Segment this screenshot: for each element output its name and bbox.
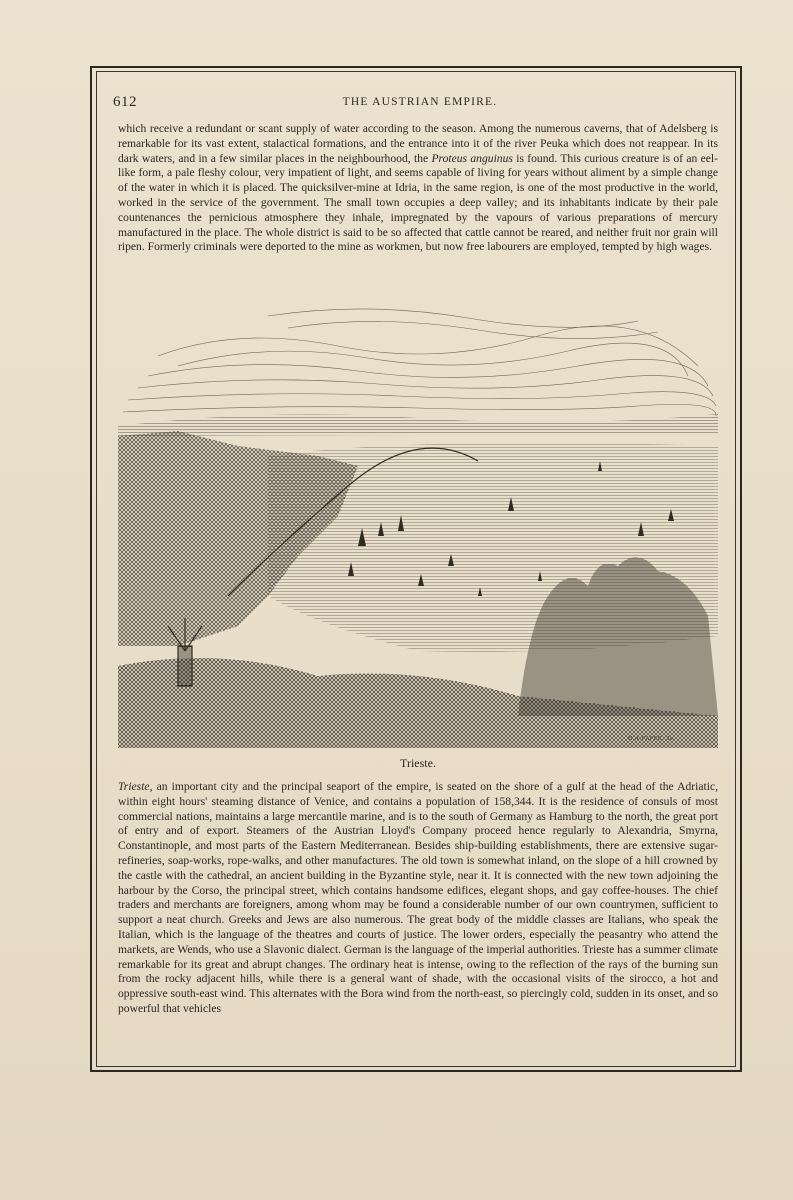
species-name: Proteus anguinus: [431, 151, 513, 165]
bottom-paragraph: [118, 780, 718, 1017]
distant-hills: [118, 414, 718, 436]
bottom-paragraph-text: , an important city and the principal seaport of the empire, is seated on the shore of a gulf at the head of the Adriatic, within eight hours' steaming distance of Venice, and contains a population of 158,344. It is the residence of consuls of most commercial nations, maintains a large mercantile marine, and is to the south of Germany as Hamburg to the north, the great port of entry and of export. Steamers of the Austrian Lloyd's Company proceed hence regularly to Alexandria, Smyrna, Constantinople, and most parts of the Eastern Mediterranean. Besides ship-building establishments, there are extensive sugar-refineries, soap-works, rope-walks, and other manufactures. The old town is somewhat inland, on the slope of a hill crowned by the castle with the cathedral, an ancient building in the Byzantine style, near it. It is connected with the new town adjoining the harbour by the Corso, the principal street, which contains handsome edifices, elegant shops, and gay coffee-houses. The chief traders and merchants are foreigners, among whom may be found a considerable number of our own countrymen, sufficient to support a neat church. Greeks and Jews are also numerous. The great body of the middle classes are Italians, who speak the Italian, which is the language of the theatres and courts of justice. The lower orders, especially the peasantry who attend the markets, are Wends, who use a Slavonic dialect. German is the language of the imperial authorities. Trieste has a summer climate remarkable for its great and abrupt changes. The ordinary heat is intense, owing to the reflection of the rays of the burning sun from the rocky adjacent hills, while there is a general want of shade, with the occasional visits of the sirocco, a hot and oppressive south-east wind. This alternates with the Bora wind from the north-east, so piercingly cold, sudden in its onset, and so powerful that vehicles: [118, 780, 718, 1015]
running-head: THE AUSTRIAN EMPIRE.: [342, 96, 498, 108]
trieste-engraving: [118, 296, 718, 748]
top-paragraph: [118, 122, 718, 255]
figure-caption: Trieste.: [400, 756, 436, 770]
sky-clouds: [123, 309, 716, 416]
top-paragraph-text-1: which receive a redundant or scant supply of water according to the season. Among the numerous caverns, that of Adelsberg is remarkable for its vast extent, stalactical formations, and the entrance into it of the river Peuka which does not reappear. In its dark waters, and in a few similar places in the neighbourhood, the: [118, 122, 718, 165]
city-name: Trieste: [118, 780, 150, 793]
page-number: 612: [113, 94, 137, 110]
top-paragraph-text-2: is found. This curious creature is of an eel-like form, a pale fleshy colour, very impatient of light, and seems capable of living for years without aliment by a simple change of the water in which it is placed. The quicksilver-mine at Idria, in the same region, is one of the most productive in the world, worked in the service of the government. The small town occupies a deep valley; and its inhabitants indicate by their pale countenances the pernicious atmosphere they inhale, impregnated by the vapours of various preparations of mercury manufactured in the place. The whole district is said to be so affected that cattle cannot be reared, and neither fruit nor grain will ripen. Formerly criminals were deported to the mine as workmen, but now free labourers are employed, tempted by high wages.: [118, 151, 718, 254]
engraver-signature: H.A.PAPER. Sc.: [628, 736, 676, 742]
